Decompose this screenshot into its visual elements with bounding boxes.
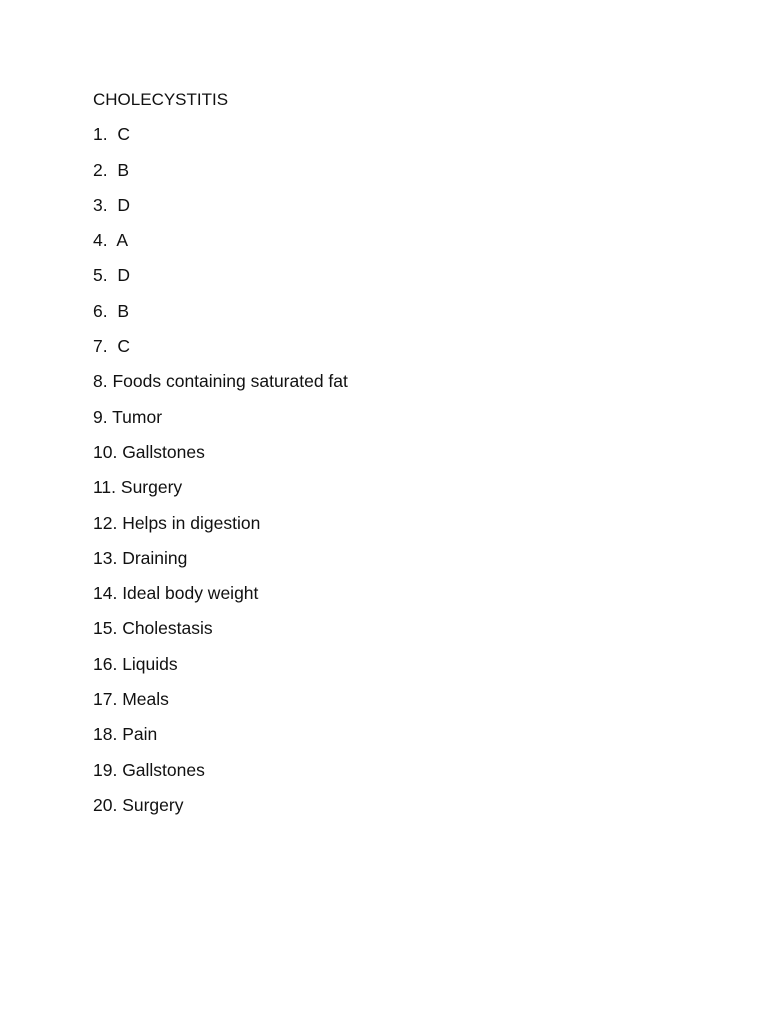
- answer-item-20: 20. Surgery: [93, 794, 184, 815]
- answer-item-18: 18. Pain: [93, 724, 158, 745]
- answer-item-2: 2. B: [93, 159, 129, 180]
- document-title: CHOLECYSTITIS: [93, 90, 229, 109]
- answer-item-7: 7. C: [93, 336, 130, 357]
- answer-item-14: 14. Ideal body weight: [93, 583, 259, 604]
- answer-item-1: 1. C: [93, 124, 130, 145]
- answer-item-5: 5. D: [93, 265, 130, 286]
- answer-item-6: 6. B: [93, 300, 129, 321]
- answer-item-19: 19. Gallstones: [93, 759, 205, 780]
- answer-item-12: 12. Helps in digestion: [93, 512, 261, 533]
- answer-item-4: 4. A: [93, 230, 129, 251]
- document-content: [93, 86, 348, 827]
- answer-item-13: 13. Draining: [93, 547, 188, 568]
- answer-item-3: 3. D: [93, 194, 130, 215]
- answer-item-17: 17. Meals: [93, 689, 169, 710]
- answer-item-9: 9. Tumor: [93, 406, 163, 427]
- answer-list: [93, 121, 348, 819]
- answer-item-11: 11. Surgery: [93, 477, 183, 498]
- answer-item-8: 8. Foods containing saturated fat: [93, 371, 348, 392]
- answer-item-15: 15. Cholestasis: [93, 618, 213, 639]
- answer-item-10: 10. Gallstones: [93, 441, 205, 462]
- answer-item-16: 16. Liquids: [93, 653, 178, 674]
